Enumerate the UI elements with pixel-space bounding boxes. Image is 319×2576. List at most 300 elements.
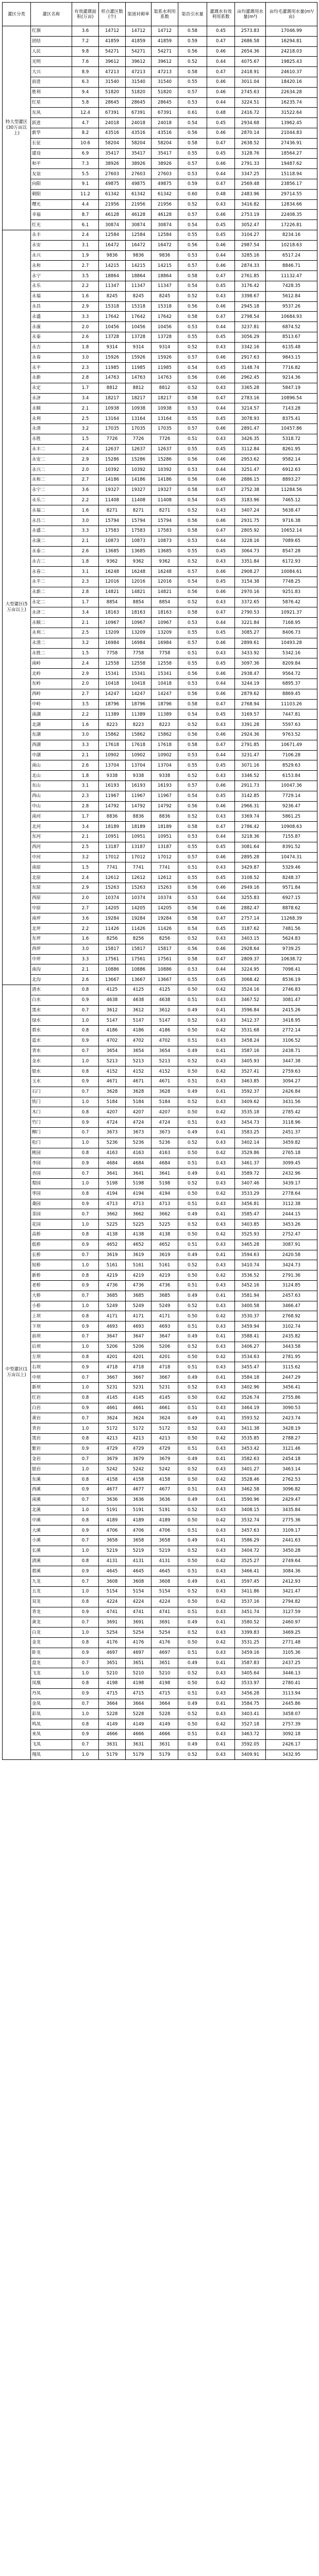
table-cell: 0.56: [178, 903, 207, 913]
table-row: [3, 709, 317, 720]
table-cell: 0.56: [178, 301, 207, 312]
table-cell: 11408: [152, 495, 178, 505]
table-cell: 3398.67: [235, 291, 266, 301]
table-cell: 3651: [126, 1658, 152, 1668]
table-cell: 3369.74: [235, 811, 266, 822]
table-cell: 10886: [126, 964, 152, 975]
table-cell: 0.44: [207, 169, 235, 179]
table-cell: 8513.67: [266, 332, 317, 342]
table-cell: 0.49: [178, 1617, 207, 1628]
table-cell: 13209: [152, 628, 178, 638]
table-cell: 11408: [126, 495, 152, 505]
table-cell: 16472: [99, 240, 126, 250]
table-cell: 4702: [126, 1036, 152, 1046]
table-cell: 8375.41: [266, 414, 317, 424]
table-cell: 7726: [99, 434, 126, 444]
table-cell: 0.49: [178, 1087, 207, 1097]
table-cell: 0.52: [178, 1097, 207, 1107]
table-row: [3, 832, 317, 842]
district-name: 永顺: [31, 403, 72, 414]
table-cell: 3612: [152, 1005, 178, 1015]
table-cell: 10.6: [72, 138, 99, 148]
table-cell: 17583: [126, 526, 152, 536]
table-cell: 3647: [152, 1332, 178, 1342]
table-cell: 0.42: [207, 1433, 235, 1444]
table-cell: 16472: [152, 240, 178, 250]
table-cell: 4213: [99, 1433, 126, 1444]
district-name: 鸣凤: [31, 1719, 72, 1730]
table-cell: 1.8: [72, 771, 99, 781]
district-name: 南沟: [31, 964, 72, 975]
table-cell: 5228: [126, 1709, 152, 1719]
table-cell: 1.5: [72, 434, 99, 444]
table-cell: 3466.41: [235, 1566, 266, 1577]
table-cell: 2483.96: [235, 189, 266, 199]
table-cell: 7716.82: [266, 363, 317, 373]
table-cell: 12584: [126, 230, 152, 240]
table-cell: 3463.14: [266, 1464, 317, 1475]
table-cell: 10951: [152, 832, 178, 842]
district-name: 西岭: [31, 689, 72, 699]
table-row: [3, 414, 317, 424]
table-cell: 61342: [99, 189, 126, 199]
table-cell: 0.46: [207, 852, 235, 862]
table-cell: 6.9: [72, 148, 99, 159]
table-cell: 9571.84: [266, 883, 317, 893]
table-cell: 3.3: [72, 954, 99, 964]
table-cell: 3584.18: [235, 1372, 266, 1383]
table-cell: 0.50: [178, 1433, 207, 1444]
table-cell: 0.58: [178, 822, 207, 832]
table-cell: 18189: [152, 822, 178, 832]
table-cell: 3628: [152, 1087, 178, 1097]
district-name: 白岩: [31, 1403, 72, 1413]
table-cell: 4724: [152, 1117, 178, 1128]
table-cell: 0.49: [178, 1128, 207, 1138]
table-row: [3, 536, 317, 546]
table-row: [3, 57, 317, 67]
table-cell: 0.55: [178, 658, 207, 669]
table-cell: 2.0: [72, 893, 99, 903]
table-cell: 7143.28: [266, 403, 317, 414]
table-row: [3, 352, 317, 363]
table-cell: 5597.63: [266, 720, 317, 730]
table-cell: 2953.62: [235, 454, 266, 465]
table-cell: 2798.54: [235, 312, 266, 322]
table-row: [3, 1668, 317, 1679]
district-name: 永和二: [31, 475, 72, 485]
district-name: 中坪: [31, 954, 72, 964]
table-cell: 2762.53: [266, 1475, 317, 1485]
table-cell: 0.43: [207, 1301, 235, 1311]
table-cell: 0.53: [178, 893, 207, 903]
table-cell: 17226.81: [266, 220, 317, 230]
district-name: 短桥: [31, 1260, 72, 1270]
table-row: [3, 1546, 317, 1556]
table-cell: 49875: [99, 179, 126, 189]
table-cell: 11389: [126, 709, 152, 720]
table-row: [3, 1484, 317, 1495]
table-cell: 11985: [126, 363, 152, 373]
district-name: 永康二: [31, 536, 72, 546]
table-cell: 0.50: [178, 1026, 207, 1036]
table-row: [3, 1679, 317, 1689]
table-cell: 3113.94: [266, 1688, 317, 1699]
table-row: [3, 1230, 317, 1240]
table-cell: 13164: [99, 414, 126, 424]
table-cell: 17618: [126, 740, 152, 750]
table-cell: 3403.41: [235, 1709, 266, 1719]
table-cell: 7.3: [72, 159, 99, 169]
table-cell: 5172: [152, 1423, 178, 1434]
table-cell: 2966.31: [235, 801, 266, 811]
table-cell: 0.52: [178, 1709, 207, 1719]
district-name: 东风: [31, 108, 72, 118]
table-cell: 3411.86: [235, 1586, 266, 1597]
table-cell: 0.43: [207, 811, 235, 822]
header-cell: 灌溉水有效利用系数: [207, 3, 235, 26]
district-name: 老桥: [31, 1281, 72, 1291]
table-cell: 12558: [99, 658, 126, 669]
table-cell: 15263: [152, 883, 178, 893]
table-cell: 0.49: [178, 1454, 207, 1464]
group-label: 大型灌区(5万亩以上): [3, 230, 31, 985]
table-row: [3, 148, 317, 159]
table-cell: 0.43: [207, 1403, 235, 1413]
table-cell: 2418.91: [235, 67, 266, 77]
table-cell: 8256: [126, 934, 152, 944]
table-cell: 13704: [126, 760, 152, 771]
table-cell: 3619: [99, 1250, 126, 1260]
table-cell: 4224: [126, 1597, 152, 1607]
table-cell: 3285.16: [235, 250, 266, 261]
table-cell: 1.0: [72, 1179, 99, 1189]
table-cell: 8.9: [72, 67, 99, 77]
table-cell: 2931.75: [235, 516, 266, 526]
table-cell: 0.9: [72, 1077, 99, 1087]
district-name: 黑水: [31, 1005, 72, 1015]
table-row: [3, 1209, 317, 1219]
table-cell: 17583: [99, 526, 126, 536]
table-cell: 12016: [126, 577, 152, 587]
table-cell: 0.9: [72, 1688, 99, 1699]
table-cell: 3.2: [72, 424, 99, 434]
table-cell: 11389: [99, 709, 126, 720]
table-cell: 3462.58: [235, 1484, 266, 1495]
table-cell: 5861.25: [266, 811, 317, 822]
table-cell: 2426.84: [266, 1087, 317, 1097]
table-cell: 13209: [126, 628, 152, 638]
table-cell: 4207: [152, 1107, 178, 1117]
table-cell: 3433.92: [235, 648, 266, 658]
table-cell: 2.6: [72, 546, 99, 556]
table-row: [3, 1066, 317, 1077]
table-cell: 14247: [152, 689, 178, 699]
table-cell: 4131: [126, 1556, 152, 1566]
table-cell: 0.46: [207, 587, 235, 597]
table-cell: 3590.96: [235, 1495, 266, 1505]
table-cell: 0.7: [72, 1372, 99, 1383]
table-cell: 15263: [126, 883, 152, 893]
table-cell: 0.7: [72, 1250, 99, 1260]
table-cell: 0.49: [178, 1413, 207, 1423]
district-name: 朝阳: [31, 189, 72, 199]
table-cell: 0.53: [178, 97, 207, 108]
table-row: [3, 893, 317, 903]
table-cell: 3.6: [72, 913, 99, 924]
district-name: 中湖: [31, 750, 72, 760]
table-cell: 17012: [152, 852, 178, 862]
table-cell: 3667: [126, 1372, 152, 1383]
district-name: 南溪: [31, 1495, 72, 1505]
table-cell: 43516: [152, 128, 178, 138]
table-cell: 10902: [152, 750, 178, 760]
table-cell: 3586.29: [235, 1535, 266, 1546]
table-cell: 3429.87: [235, 862, 266, 873]
district-name: 松门: [31, 1138, 72, 1148]
table-row: [3, 1719, 317, 1730]
table-cell: 0.55: [178, 230, 207, 240]
table-cell: 8812: [152, 383, 178, 393]
table-cell: 7741: [152, 862, 178, 873]
table-cell: 0.41: [207, 1168, 235, 1179]
district-name: 白龙: [31, 1628, 72, 1638]
table-cell: 9.4: [72, 87, 99, 97]
table-row: [3, 648, 317, 658]
table-cell: 5329.46: [266, 862, 317, 873]
table-cell: 5236: [126, 1138, 152, 1148]
table-cell: 0.49: [178, 1658, 207, 1668]
table-cell: 18189: [99, 822, 126, 832]
district-name: 新华: [31, 128, 72, 138]
table-row: [3, 312, 317, 322]
table-cell: 17618: [99, 740, 126, 750]
table-cell: 0.44: [207, 536, 235, 546]
table-row: [3, 1077, 317, 1087]
table-cell: 3081.64: [235, 842, 266, 852]
table-cell: 0.42: [207, 1311, 235, 1321]
district-name: 高桥: [31, 1230, 72, 1240]
table-cell: 0.50: [178, 1475, 207, 1485]
table-cell: 21044.83: [266, 128, 317, 138]
table-cell: 5198: [152, 1179, 178, 1189]
table-cell: 4189: [152, 1515, 178, 1526]
table-cell: 0.45: [207, 26, 235, 37]
table-cell: 5638.47: [266, 505, 317, 516]
table-cell: 0.7: [72, 1005, 99, 1015]
table-cell: 3404.72: [235, 1546, 266, 1556]
table-cell: 3641: [126, 1168, 152, 1179]
table-cell: 19284: [99, 913, 126, 924]
table-cell: 13667: [99, 975, 126, 985]
table-cell: 0.45: [207, 842, 235, 852]
table-cell: 0.43: [207, 1566, 235, 1577]
table-cell: 4163: [99, 1148, 126, 1158]
table-cell: 12558: [126, 658, 152, 669]
table-cell: 5254: [126, 1628, 152, 1638]
table-cell: 8256: [152, 934, 178, 944]
table-cell: 0.49: [178, 1535, 207, 1546]
table-cell: 2.9: [72, 454, 99, 465]
table-cell: 14821: [152, 587, 178, 597]
table-cell: 5225: [152, 1219, 178, 1230]
table-cell: 3525.27: [235, 1556, 266, 1566]
district-name: 向阳: [31, 179, 72, 189]
district-name: 上坝: [31, 1311, 72, 1321]
table-cell: 3105.36: [266, 1648, 317, 1658]
table-cell: 5236: [152, 1138, 178, 1148]
table-cell: 0.43: [207, 1628, 235, 1638]
table-cell: 3.4: [72, 822, 99, 832]
table-cell: 2.1: [72, 618, 99, 628]
table-cell: 0.58: [178, 607, 207, 618]
table-cell: 2.7: [72, 261, 99, 271]
table-cell: 0.45: [207, 230, 235, 240]
table-cell: 0.52: [178, 1342, 207, 1352]
table-cell: 3456.28: [235, 1688, 266, 1699]
district-name: 永定二: [31, 597, 72, 607]
table-cell: 4213: [126, 1433, 152, 1444]
table-cell: 0.42: [207, 1148, 235, 1158]
table-cell: 0.50: [178, 1597, 207, 1607]
table-cell: 0.41: [207, 1332, 235, 1342]
table-cell: 3.6: [72, 26, 99, 37]
table-cell: 10218.63: [266, 240, 317, 250]
table-cell: 8869.45: [266, 689, 317, 699]
table-cell: 4702: [152, 1036, 178, 1046]
table-cell: 0.56: [178, 944, 207, 954]
table-cell: 15794: [99, 516, 126, 526]
table-cell: 5228: [152, 1709, 178, 1719]
table-cell: 7168.95: [266, 618, 317, 628]
table-cell: 0.9: [72, 1607, 99, 1617]
table-cell: 3461.37: [235, 1158, 266, 1168]
table-cell: 7758: [99, 648, 126, 658]
district-name: 大溪: [31, 1526, 72, 1536]
table-cell: 0.58: [178, 699, 207, 709]
district-name: 北湖: [31, 720, 72, 730]
table-cell: 4677: [152, 1484, 178, 1495]
table-cell: 35417: [152, 148, 178, 159]
table-cell: 5231: [152, 1382, 178, 1393]
table-cell: 0.51: [178, 1362, 207, 1372]
table-cell: 3636: [152, 1495, 178, 1505]
district-name: 永春: [31, 352, 72, 363]
table-cell: 0.50: [178, 1189, 207, 1199]
table-cell: 2426.17: [266, 1739, 317, 1750]
table-cell: 0.43: [207, 1077, 235, 1087]
table-cell: 4638: [152, 995, 178, 1005]
district-name: 北坪: [31, 924, 72, 934]
table-cell: 3463.85: [235, 1077, 266, 1087]
table-cell: 4671: [152, 1077, 178, 1087]
table-cell: 4131: [99, 1556, 126, 1566]
table-cell: 13164: [152, 414, 178, 424]
table-cell: 3450.28: [266, 1546, 317, 1556]
table-cell: 3365.28: [235, 383, 266, 393]
table-cell: 1.0: [72, 1750, 99, 1760]
table-row: [3, 1556, 317, 1566]
header-row: [3, 3, 317, 26]
table-cell: 5161: [126, 1260, 152, 1270]
table-cell: 4729: [126, 1444, 152, 1454]
table-cell: 9314: [99, 342, 126, 352]
table-cell: 3224.95: [235, 964, 266, 975]
table-cell: 0.42: [207, 1066, 235, 1077]
table-cell: 24018: [152, 118, 178, 128]
table-cell: 0.51: [178, 1077, 207, 1087]
table-cell: 2870.14: [235, 128, 266, 138]
table-cell: 18796: [152, 699, 178, 709]
table-cell: 0.54: [178, 363, 207, 373]
table-cell: 2771.48: [266, 1637, 317, 1648]
table-cell: 3109.17: [266, 1526, 317, 1536]
table-cell: 0.44: [207, 250, 235, 261]
table-cell: 43516: [126, 128, 152, 138]
table-cell: 5876.42: [266, 597, 317, 607]
table-cell: 3056.29: [235, 332, 266, 342]
table-cell: 2.2: [72, 709, 99, 720]
table-cell: 35417: [99, 148, 126, 159]
table-cell: 0.45: [207, 444, 235, 454]
table-cell: 8271: [99, 505, 126, 516]
table-cell: 3408.15: [235, 1505, 266, 1515]
table-row: [3, 1454, 317, 1464]
table-cell: 7741: [126, 862, 152, 873]
table-cell: 0.42: [207, 1393, 235, 1403]
table-cell: 4638: [126, 995, 152, 1005]
table-cell: 3099.45: [266, 1158, 317, 1168]
table-cell: 4171: [152, 1311, 178, 1321]
table-cell: 10671.49: [266, 740, 317, 750]
table-cell: 0.45: [207, 148, 235, 159]
district-name: 桃园: [31, 1148, 72, 1158]
table-cell: 0.56: [178, 883, 207, 893]
table-cell: 4736: [99, 1281, 126, 1291]
table-cell: 22634.28: [266, 87, 317, 97]
table-cell: 4198: [126, 1679, 152, 1689]
table-cell: 13962.45: [266, 118, 317, 128]
table-row: [3, 720, 317, 730]
table-cell: 3.1: [72, 781, 99, 791]
table-cell: 10392: [152, 465, 178, 475]
table-cell: 0.8: [72, 1637, 99, 1648]
table-cell: 0.9: [72, 1730, 99, 1740]
table-cell: 0.43: [207, 648, 235, 658]
district-name: 玉水: [31, 1077, 72, 1087]
table-cell: 3231.47: [235, 750, 266, 760]
table-cell: 1.0: [72, 1138, 99, 1148]
table-cell: 2809.37: [235, 954, 266, 964]
district-name: 中河: [31, 852, 72, 862]
table-cell: 0.49: [178, 1577, 207, 1587]
table-cell: 8256: [99, 934, 126, 944]
table-cell: 3097.36: [235, 658, 266, 669]
table-cell: 0.9: [72, 1362, 99, 1372]
table-cell: 0.41: [207, 1087, 235, 1097]
table-cell: 3664: [152, 1699, 178, 1709]
table-cell: 0.55: [178, 77, 207, 87]
table-cell: 15794: [126, 516, 152, 526]
table-cell: 4176: [99, 1637, 126, 1648]
table-row: [3, 1393, 317, 1403]
table-cell: 12612: [126, 873, 152, 883]
district-name: 白水: [31, 995, 72, 1005]
table-cell: 16984: [152, 638, 178, 648]
table-cell: 0.51: [178, 434, 207, 444]
district-name: 桑园: [31, 1199, 72, 1209]
table-cell: 0.43: [207, 934, 235, 944]
